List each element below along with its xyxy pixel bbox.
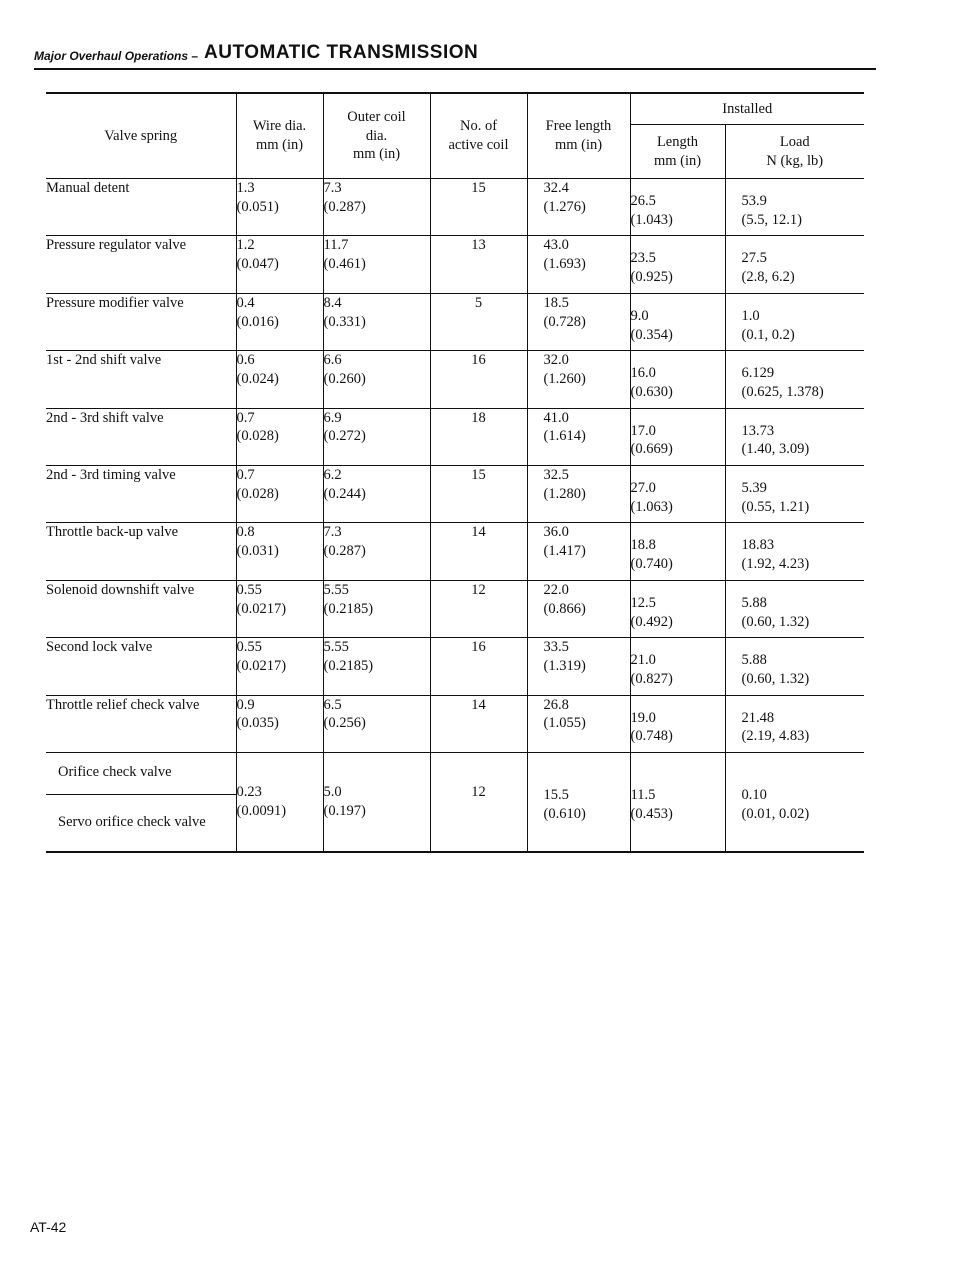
valve-name: 2nd - 3rd timing valve <box>46 465 236 522</box>
installed-load-cell: 5.39 (0.55, 1.21) <box>741 479 810 515</box>
table-row <box>46 580 864 637</box>
table-row <box>46 351 864 408</box>
wire-dia-cell: 0.55 (0.0217) <box>236 580 323 637</box>
valve-name: Orifice check valve <box>58 763 172 780</box>
free-length-cell: 22.0 (0.866) <box>527 580 630 637</box>
table-row <box>46 523 864 580</box>
active-coil-cell: 14 <box>430 695 527 752</box>
free-length-cell: 41.0 (1.614) <box>527 408 630 465</box>
installed-load-cell: 1.0 (0.1, 0.2) <box>741 307 795 343</box>
installed-length-cell: 19.0 (0.748) <box>630 695 725 752</box>
table-row <box>46 465 864 522</box>
installed-length-cell: 27.0 (1.063) <box>630 465 725 522</box>
active-coil-cell: 12 <box>430 580 527 637</box>
table-body <box>46 179 864 853</box>
wire-dia-cell: 0.6 (0.024) <box>236 351 323 408</box>
outer-coil-cell: 7.3 (0.287) <box>323 523 430 580</box>
valve-name: Solenoid downshift valve <box>46 580 236 637</box>
valve-name: Pressure modifier valve <box>46 293 236 350</box>
installed-length-cell: 26.5 (1.043) <box>630 179 725 236</box>
valve-name: Throttle relief check valve <box>46 695 236 752</box>
installed-length-cell: 17.0 (0.669) <box>630 408 725 465</box>
installed-length-cell: 18.8 (0.740) <box>630 523 725 580</box>
installed-load-cell: 53.9 (5.5, 12.1) <box>741 193 802 228</box>
free-length-cell: 32.5 (1.280) <box>527 465 630 522</box>
header-active-coil: No. of active coil <box>430 93 527 179</box>
free-length-cell: 32.4 (1.276) <box>527 179 630 236</box>
valve-spring-table <box>46 92 864 853</box>
installed-load-cell: 18.83 (1.92, 4.23) <box>741 537 810 573</box>
free-length-cell: 33.5 (1.319) <box>527 638 630 695</box>
installed-length-cell: 23.5 (0.925) <box>630 236 725 293</box>
active-coil-cell: 16 <box>430 638 527 695</box>
table-row <box>46 695 864 752</box>
wire-dia-cell: 0.4 (0.016) <box>236 293 323 350</box>
outer-coil-cell: 7.3 (0.287) <box>323 179 430 236</box>
valve-name: Servo orifice check valve <box>46 794 236 837</box>
outer-coil-cell: 6.6 (0.260) <box>323 351 430 408</box>
free-length-cell: 18.5 (0.728) <box>527 293 630 350</box>
wire-dia-cell: 1.2 (0.047) <box>236 236 323 293</box>
valve-name-group <box>46 752 236 852</box>
outer-coil-cell: 6.5 (0.256) <box>323 695 430 752</box>
free-length-cell: 36.0 (1.417) <box>527 523 630 580</box>
installed-length-cell: 16.0 (0.630) <box>630 351 725 408</box>
valve-name: Pressure regulator valve <box>46 236 236 293</box>
header-installed: Installed <box>630 93 864 125</box>
valve-name: 2nd - 3rd shift valve <box>46 408 236 465</box>
installed-length-cell: 12.5 (0.492) <box>630 580 725 637</box>
active-coil-cell: 12 <box>430 752 527 852</box>
valve-name: Second lock valve <box>46 638 236 695</box>
page-title: AUTOMATIC TRANSMISSION <box>204 42 479 63</box>
wire-dia-cell: 0.7 (0.028) <box>236 465 323 522</box>
active-coil-cell: 15 <box>430 465 527 522</box>
installed-load-cell: 5.88 (0.60, 1.32) <box>741 594 810 630</box>
header-free-length: Free length mm (in) <box>527 93 630 179</box>
installed-load-cell: 27.5 (2.8, 6.2) <box>741 250 795 286</box>
table-row <box>46 638 864 695</box>
table-row-shared <box>46 752 864 852</box>
outer-coil-cell: 6.9 (0.272) <box>323 408 430 465</box>
free-length-cell: 43.0 (1.693) <box>527 236 630 293</box>
wire-dia-cell: 0.9 (0.035) <box>236 695 323 752</box>
installed-load-cell: 5.88 (0.60, 1.32) <box>741 652 810 687</box>
active-coil-cell: 15 <box>430 179 527 236</box>
header-length: Length mm (in) <box>630 125 725 179</box>
table-row <box>46 179 864 236</box>
installed-load-cell: 21.48 (2.19, 4.83) <box>741 709 810 745</box>
active-coil-cell: 14 <box>430 523 527 580</box>
page-header <box>34 42 876 70</box>
active-coil-cell: 16 <box>430 351 527 408</box>
outer-coil-cell: 5.0 (0.197) <box>323 752 430 852</box>
wire-dia-cell: 0.23 (0.0091) <box>236 752 323 852</box>
installed-load-cell: 0.10 (0.01, 0.02) <box>741 786 810 822</box>
installed-length-cell: 21.0 (0.827) <box>630 638 725 695</box>
active-coil-cell: 13 <box>430 236 527 293</box>
outer-coil-cell: 5.55 (0.2185) <box>323 580 430 637</box>
installed-length-cell: 11.5 (0.453) <box>630 752 725 852</box>
installed-load-cell: 6.129 (0.625, 1.378) <box>741 365 824 401</box>
valve-name: Throttle back-up valve <box>46 523 236 580</box>
free-length-cell: 26.8 (1.055) <box>527 695 630 752</box>
header-valve-spring: Valve spring <box>46 93 236 179</box>
header-wire-dia: Wire dia. mm (in) <box>236 93 323 179</box>
outer-coil-cell: 5.55 (0.2185) <box>323 638 430 695</box>
active-coil-cell: 5 <box>430 293 527 350</box>
installed-length-cell: 9.0 (0.354) <box>630 293 725 350</box>
header-outer-coil: Outer coil dia. mm (in) <box>323 93 430 179</box>
page-number: AT-42 <box>30 1219 67 1235</box>
active-coil-cell: 18 <box>430 408 527 465</box>
wire-dia-cell: 1.3 (0.051) <box>236 179 323 236</box>
installed-load-cell: 13.73 (1.40, 3.09) <box>741 422 810 458</box>
header-load: Load N (kg, lb) <box>725 125 864 179</box>
table-row <box>46 236 864 293</box>
table-row <box>46 293 864 350</box>
section-label: Major Overhaul Operations – <box>34 49 199 63</box>
valve-name: Manual detent <box>46 179 236 236</box>
wire-dia-cell: 0.7 (0.028) <box>236 408 323 465</box>
free-length-cell: 15.5 (0.610) <box>527 752 630 852</box>
wire-dia-cell: 0.8 (0.031) <box>236 523 323 580</box>
valve-name: 1st - 2nd shift valve <box>46 351 236 408</box>
outer-coil-cell: 6.2 (0.244) <box>323 465 430 522</box>
free-length-cell: 32.0 (1.260) <box>527 351 630 408</box>
outer-coil-cell: 11.7 (0.461) <box>323 236 430 293</box>
wire-dia-cell: 0.55 (0.0217) <box>236 638 323 695</box>
outer-coil-cell: 8.4 (0.331) <box>323 293 430 350</box>
table-row <box>46 408 864 465</box>
